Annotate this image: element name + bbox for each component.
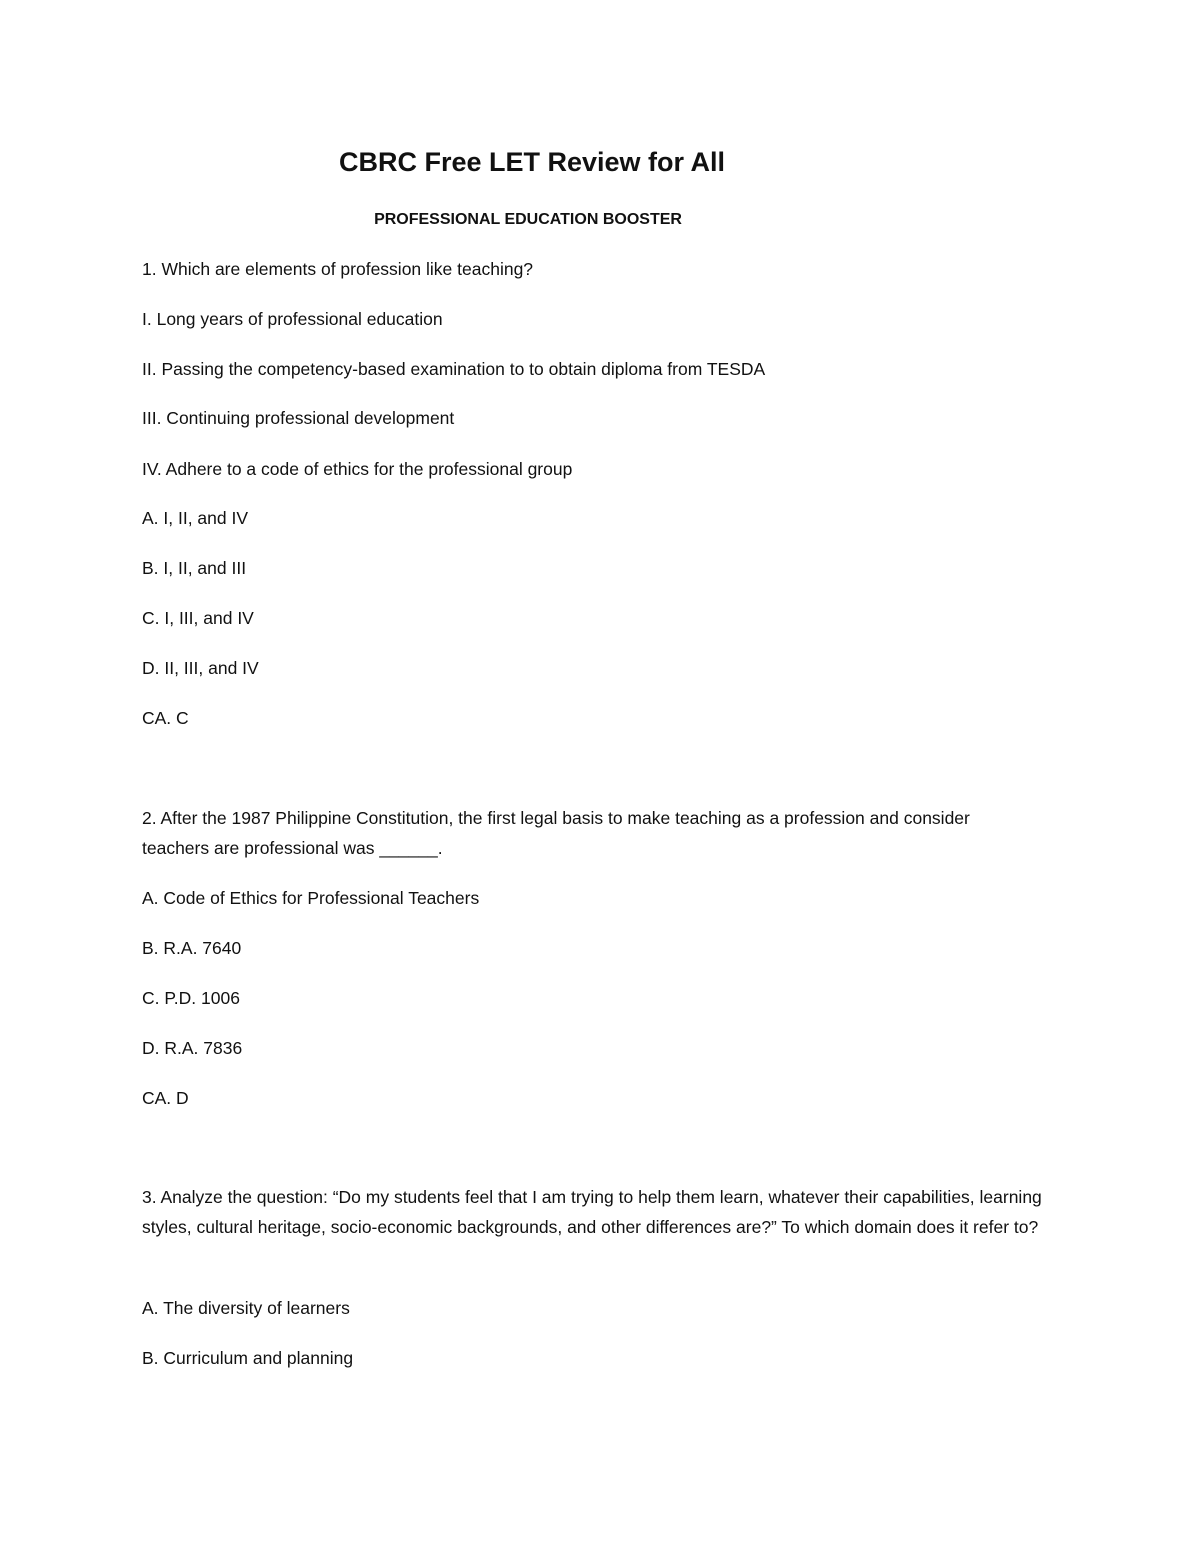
question-3-choice-b: B. Curriculum and planning: [142, 1348, 354, 1368]
question-2-choice-c: C. P.D. 1006: [142, 988, 240, 1008]
question-2-answer: CA. D: [142, 1088, 189, 1108]
question-1-statement-2: II. Passing the competency-based examination to to obtain diploma from TESDA: [142, 359, 766, 379]
question-3-stem: 3. Analyze the question: “Do my students feel that I am trying to help them learn, whatever their capabilities, learning styles, cultural heritage, socio-economic backgrounds, and other differences are?” To which domain does it refer to?: [142, 1187, 1042, 1237]
question-1-choice-c: C. I, III, and IV: [142, 608, 254, 628]
question-2-choice-b: B. R.A. 7640: [142, 938, 242, 958]
question-1-answer: CA. C: [142, 708, 189, 728]
question-1-stem: 1. Which are elements of profession like teaching?: [142, 259, 534, 279]
question-1-statement-1: I. Long years of professional education: [142, 309, 443, 329]
question-1-choice-d: D. II, III, and IV: [142, 658, 259, 678]
question-1-choice-a: A. I, II, and IV: [142, 508, 249, 528]
question-2-stem: 2. After the 1987 Philippine Constitution, the first legal basis to make teaching as a profession and consider teachers are professional was ______.: [142, 808, 970, 858]
question-1-statement-3: III. Continuing professional development: [142, 408, 455, 428]
question-2-choice-d: D. R.A. 7836: [142, 1038, 243, 1058]
document-subtitle: PROFESSIONAL EDUCATION BOOSTER: [374, 211, 682, 228]
question-1-choice-b: B. I, II, and III: [142, 558, 247, 578]
question-2-choice-a: A. Code of Ethics for Professional Teachers: [142, 888, 480, 908]
question-1-statement-4: IV. Adhere to a code of ethics for the professional group: [142, 459, 573, 479]
question-3-choice-a: A. The diversity of learners: [142, 1298, 350, 1318]
document-title: CBRC Free LET Review for All: [338, 147, 726, 177]
